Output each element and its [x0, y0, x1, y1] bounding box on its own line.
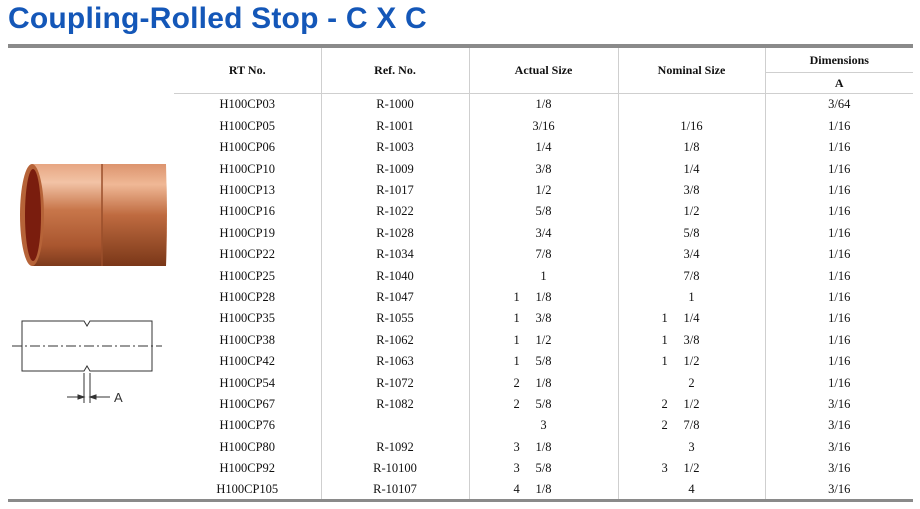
table-row: [174, 137, 913, 158]
cell-nominal-size: [618, 265, 765, 286]
actual-size-fraction: 5/8: [535, 461, 552, 476]
cell-ref-no: R-1009: [321, 158, 469, 179]
cell-nominal-size: [618, 244, 765, 265]
cell-ref-no: R-1000: [321, 94, 469, 116]
cell-ref-no: R-1055: [321, 308, 469, 329]
header-actual-size: Actual Size: [469, 48, 618, 94]
cell-ref-no: R-1062: [321, 329, 469, 350]
cell-nominal-size: [618, 351, 765, 372]
cell-dimension-a: 1/16: [765, 180, 913, 201]
cell-dimension-a: 1/16: [765, 308, 913, 329]
header-ref-no: Ref. No.: [321, 48, 469, 94]
cell-rt-no: H100CP05: [219, 118, 276, 133]
cell-ref-no: R-1001: [321, 115, 469, 136]
table-row: [174, 308, 913, 329]
table-row: [174, 158, 913, 179]
table-row: [174, 351, 913, 372]
product-figures: [8, 48, 174, 499]
table-row: [174, 415, 913, 436]
nominal-size-whole: 3: [661, 461, 668, 476]
nominal-size-fraction: 1/8: [683, 140, 700, 155]
cell-nominal-size: [618, 222, 765, 243]
cell-ref-no: R-1022: [321, 201, 469, 222]
table-row: [174, 94, 913, 116]
table-row: [174, 180, 913, 201]
nominal-size-fraction: 3/4: [683, 247, 700, 262]
cell-dimension-a: 1/16: [765, 329, 913, 350]
actual-size-fraction: 1/8: [535, 289, 552, 304]
nominal-size-fraction: 4: [688, 482, 695, 497]
cell-rt-no: H100CP03: [219, 97, 276, 112]
cell-ref-no: R-1063: [321, 351, 469, 372]
table-row: [174, 222, 913, 243]
cell-ref-no: R-1082: [321, 393, 469, 414]
spec-table-body: [174, 94, 913, 501]
cell-nominal-size: [618, 94, 765, 116]
actual-size-whole: 3: [513, 439, 520, 454]
actual-size-fraction: 1/2: [535, 183, 552, 197]
dimension-diagram: [12, 313, 168, 413]
cell-nominal-size: [618, 436, 765, 457]
nominal-size-fraction: 1/4: [683, 161, 700, 176]
footer-rule: [8, 499, 913, 502]
cell-actual-size: [469, 308, 618, 329]
actual-size-whole: 2: [513, 396, 520, 411]
nominal-size-fraction: 1/2: [683, 461, 700, 476]
cell-actual-size: [469, 415, 618, 436]
nominal-size-fraction: 5/8: [683, 225, 700, 240]
cell-actual-size: [469, 180, 618, 201]
nominal-size-fraction: 1/16: [680, 118, 703, 133]
cell-ref-no: R-1092: [321, 436, 469, 457]
table-row: [174, 265, 913, 286]
nominal-size-fraction: 1/2: [683, 354, 700, 369]
actual-size-whole: 1: [513, 354, 520, 369]
cell-ref-no: R-1040: [321, 265, 469, 286]
nominal-size-whole: 1: [661, 311, 668, 326]
table-row: [174, 244, 913, 265]
actual-size-fraction: 1/8: [535, 439, 552, 454]
cell-nominal-size: [618, 201, 765, 222]
header-dimensions: Dimensions: [765, 48, 913, 73]
cell-dimension-a: 1/16: [765, 287, 913, 308]
cell-nominal-size: [618, 329, 765, 350]
cell-nominal-size: [618, 180, 765, 201]
cell-dimension-a: 3/16: [765, 393, 913, 414]
cell-actual-size: [469, 479, 618, 500]
cell-dimension-a: 1/16: [765, 244, 913, 265]
actual-size-whole: 4: [513, 482, 520, 497]
cell-dimension-a: 3/16: [765, 479, 913, 500]
cell-rt-no: H100CP25: [219, 268, 276, 283]
cell-actual-size: [469, 329, 618, 350]
cell-ref-no: R-1034: [321, 244, 469, 265]
cell-actual-size: [469, 393, 618, 414]
cell-rt-no: H100CP19: [219, 225, 276, 240]
cell-rt-no: H100CP10: [219, 161, 276, 176]
nominal-size-whole: 1: [661, 354, 668, 369]
actual-size-fraction: 1/4: [535, 140, 552, 155]
cell-nominal-size: [618, 415, 765, 436]
actual-size-fraction: 3/8: [535, 161, 552, 176]
cell-ref-no: R-1072: [321, 372, 469, 393]
cell-rt-no: H100CP06: [219, 140, 276, 155]
actual-size-fraction: 3/16: [532, 118, 555, 133]
actual-size-fraction: 1/8: [535, 375, 552, 390]
cell-ref-no: R-1047: [321, 287, 469, 308]
cell-nominal-size: [618, 393, 765, 414]
table-row: [174, 372, 913, 393]
cell-actual-size: [469, 436, 618, 457]
header-nominal-size: Nominal Size: [618, 48, 765, 94]
cell-rt-no: H100CP105: [216, 482, 279, 497]
cell-rt-no: H100CP13: [219, 183, 276, 197]
table-row: [174, 458, 913, 479]
nominal-size-whole: 2: [661, 418, 668, 433]
cell-actual-size: [469, 222, 618, 243]
nominal-size-fraction: 3/8: [683, 332, 700, 347]
cell-actual-size: [469, 158, 618, 179]
table-row: [174, 393, 913, 414]
cell-actual-size: [469, 201, 618, 222]
cell-dimension-a: 1/16: [765, 115, 913, 136]
actual-size-fraction: 1: [540, 268, 547, 283]
cell-dimension-a: 1/16: [765, 372, 913, 393]
cell-rt-no: H100CP28: [219, 289, 276, 304]
cell-dimension-a: 1/16: [765, 222, 913, 243]
cell-ref-no: R-10100: [321, 458, 469, 479]
cell-nominal-size: [618, 372, 765, 393]
actual-size-fraction: 5/8: [535, 204, 552, 219]
dimension-label: A: [114, 390, 123, 405]
actual-size-fraction: 1/8: [535, 482, 552, 497]
cell-ref-no: R-1017: [321, 180, 469, 201]
actual-size-fraction: 5/8: [535, 396, 552, 411]
actual-size-whole: 1: [513, 311, 520, 326]
nominal-size-fraction: 7/8: [683, 418, 700, 433]
table-row: [174, 329, 913, 350]
table-row: [174, 436, 913, 457]
cell-dimension-a: 1/16: [765, 351, 913, 372]
cell-nominal-size: [618, 158, 765, 179]
cell-actual-size: [469, 351, 618, 372]
header-dimension-a: A: [765, 73, 913, 94]
actual-size-fraction: 1/8: [535, 97, 552, 112]
nominal-size-whole: 2: [661, 396, 668, 411]
cell-nominal-size: [618, 308, 765, 329]
nominal-size-whole: 1: [661, 332, 668, 347]
actual-size-whole: 1: [513, 289, 520, 304]
cell-ref-no: R-10107: [321, 479, 469, 500]
actual-size-whole: 2: [513, 375, 520, 390]
table-row: [174, 201, 913, 222]
spec-table: [174, 48, 913, 500]
cell-rt-no: H100CP22: [219, 247, 276, 262]
cell-rt-no: H100CP80: [219, 439, 276, 454]
actual-size-fraction: 3/4: [535, 225, 552, 240]
cell-actual-size: [469, 372, 618, 393]
actual-size-whole: 1: [513, 332, 520, 347]
cell-actual-size: [469, 137, 618, 158]
nominal-size-fraction: 1/2: [683, 396, 700, 411]
nominal-size-fraction: 2: [688, 375, 695, 390]
page-title: Coupling-Rolled Stop - C X C: [8, 2, 427, 35]
cell-rt-no: H100CP76: [219, 418, 276, 433]
cell-rt-no: H100CP67: [219, 396, 276, 411]
cell-ref-no: R-1003: [321, 137, 469, 158]
nominal-size-fraction: 3: [688, 439, 695, 454]
cell-actual-size: [469, 244, 618, 265]
cell-dimension-a: 1/16: [765, 137, 913, 158]
table-row: [174, 115, 913, 136]
cell-actual-size: [469, 94, 618, 116]
cell-actual-size: [469, 115, 618, 136]
actual-size-fraction: 3: [540, 418, 547, 433]
table-row: [174, 479, 913, 500]
nominal-size-fraction: 1/2: [683, 204, 700, 219]
cell-rt-no: H100CP42: [219, 354, 276, 369]
cell-rt-no: H100CP38: [219, 332, 276, 347]
nominal-size-fraction: 1/4: [683, 311, 700, 326]
cell-nominal-size: [618, 137, 765, 158]
cell-nominal-size: [618, 115, 765, 136]
nominal-size-fraction: 1: [688, 289, 695, 304]
cell-dimension-a: 3/16: [765, 458, 913, 479]
cell-nominal-size: [618, 458, 765, 479]
cell-dimension-a: 1/16: [765, 158, 913, 179]
cell-ref-no: [321, 415, 469, 436]
actual-size-fraction: 5/8: [535, 354, 552, 369]
cell-dimension-a: 3/16: [765, 415, 913, 436]
cell-actual-size: [469, 287, 618, 308]
table-row: [174, 287, 913, 308]
actual-size-whole: 3: [513, 461, 520, 476]
cell-rt-no: H100CP16: [219, 204, 276, 219]
actual-size-fraction: 1/2: [535, 332, 552, 347]
cell-actual-size: [469, 265, 618, 286]
cell-dimension-a: 1/16: [765, 265, 913, 286]
nominal-size-fraction: 7/8: [683, 268, 700, 283]
cell-rt-no: H100CP54: [219, 375, 276, 390]
actual-size-fraction: 3/8: [535, 311, 552, 326]
copper-coupling-image: [16, 156, 168, 274]
nominal-size-fraction: 3/8: [683, 183, 700, 197]
cell-rt-no: H100CP35: [219, 311, 276, 326]
cell-actual-size: [469, 458, 618, 479]
cell-rt-no: H100CP92: [219, 461, 276, 476]
cell-dimension-a: 3/16: [765, 436, 913, 457]
header-rt-no: RT No.: [174, 48, 321, 94]
cell-nominal-size: [618, 287, 765, 308]
actual-size-fraction: 7/8: [535, 247, 552, 262]
cell-nominal-size: [618, 479, 765, 500]
cell-dimension-a: 1/16: [765, 201, 913, 222]
cell-dimension-a: 3/64: [765, 94, 913, 116]
cell-ref-no: R-1028: [321, 222, 469, 243]
